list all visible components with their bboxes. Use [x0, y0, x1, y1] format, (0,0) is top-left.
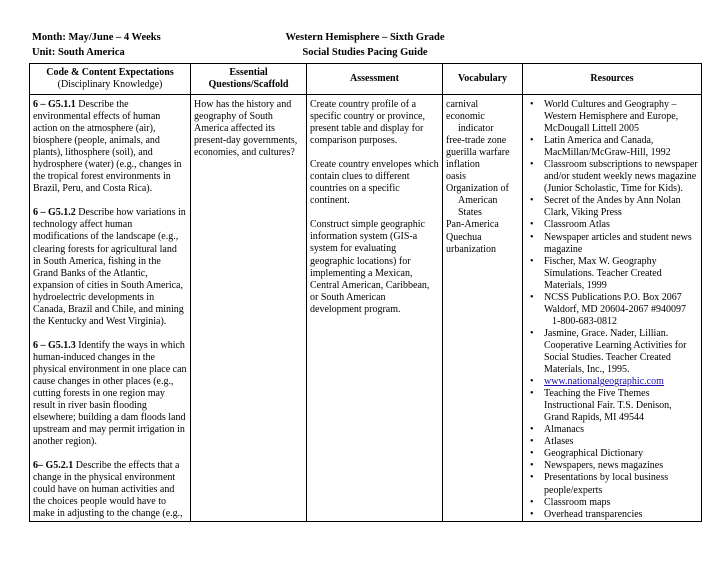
- expectation-item: [33, 460, 187, 520]
- resource-item: • Almanacs: [540, 424, 698, 436]
- title-line-1: Western Hemisphere – Sixth Grade: [285, 32, 445, 43]
- vocab-word: Pan-America: [446, 219, 499, 231]
- expectation-code: 6– G5.2.1: [33, 460, 74, 472]
- expectation-code: 6 – G5.1.2: [33, 207, 76, 219]
- resource-item: • Presentations by local business people/experts: [540, 472, 698, 496]
- essential-question-cell: [191, 95, 307, 522]
- vocab-word: free-trade zone: [446, 135, 507, 147]
- col-header-essential: [191, 64, 307, 95]
- resource-item: • Overhead transparencies: [540, 509, 698, 521]
- code-header-title: Code & Content Expectations: [46, 66, 174, 78]
- resource-item: • Atlases: [540, 436, 698, 448]
- vocab-word-cont: States: [458, 207, 482, 219]
- assessment-item: Construct simple geographic information system (GIS-a system for evaluating geographic locations) for implementing a Mexican, Central American, Caribbean, or South American development program.: [310, 219, 430, 315]
- expectation-item: [33, 207, 187, 327]
- vocab-word: inflation: [446, 159, 480, 171]
- resource-item: • Classroom Atlas: [540, 219, 698, 231]
- vocab-word: guerilla warfare: [446, 147, 510, 159]
- col-header-assessment: Assessment: [307, 64, 443, 95]
- vocabulary-cell: [443, 95, 523, 522]
- unit-label: Unit: South America: [32, 47, 125, 58]
- resource-item: • Newspapers, news magazines: [540, 460, 698, 472]
- resources-list: [526, 99, 698, 521]
- resource-item: [540, 292, 698, 328]
- pacing-guide-table: [29, 63, 702, 522]
- essential-header-line-2: Questions/Scaffold: [208, 79, 289, 90]
- table-header-row: [30, 64, 702, 95]
- assessment-item: Create country envelopes which contain clues to different countries on a specific continent.: [310, 159, 439, 207]
- document-header-left: [32, 30, 161, 60]
- resource-item: • Secret of the Andes by Ann Nolan Clark, Viking Press: [540, 195, 698, 219]
- vocab-word: urbanization: [446, 243, 496, 255]
- vocab-word: Quechua: [446, 231, 482, 243]
- col-header-code: [30, 64, 191, 95]
- resource-item: • Latin America and Canada, MacMillan/McGraw-Hill, 1992: [540, 135, 698, 159]
- resource-item: • Classroom maps: [540, 497, 698, 509]
- expectation-item: [33, 340, 187, 448]
- resource-item: [540, 376, 698, 388]
- document-title: [240, 30, 490, 60]
- col-header-vocabulary: Vocabulary: [443, 64, 523, 95]
- title-line-2: Social Studies Pacing Guide: [302, 47, 428, 58]
- expectation-text: Describe the effects that a change in the physical environment could have on human activities and the choices people would have to make in adjusting to the change (e.g.,: [33, 460, 183, 520]
- code-header-sub: (Disciplinary Knowledge): [57, 79, 163, 90]
- resource-item: • World Cultures and Geography – Western Hemisphere and Europe, McDougall Littell 2005: [540, 99, 698, 135]
- vocab-word-cont: indicator: [458, 123, 494, 135]
- expectation-item: [33, 99, 187, 195]
- table-row: [30, 95, 702, 522]
- vocab-word: economic: [446, 111, 485, 123]
- assessment-item: Create country profile of a specific country or province, present table and display for comparison purposes.: [310, 99, 425, 147]
- resource-item: • Teaching the Five Themes Instructional Fair. T.S. Denison, Grand Rapids, MI 49544: [540, 388, 698, 424]
- expectations-cell: [30, 95, 191, 522]
- expectation-text: Describe how variations in technology affect human modifications of the landscape (e.g., clearing forests for agricultural land in South America, fishing in the Grand Banks of the Atlantic, expansion of cities in South America, hydroelectric developments in Canada, Brazil and Chile, and mining the Kentucky and West Virginia).: [33, 207, 186, 327]
- expectation-code: 6 – G5.1.3: [33, 339, 76, 351]
- resource-item: • Fischer, Max W. Geography Simulations. Teacher Created Materials, 1999: [540, 256, 698, 292]
- vocab-word: oasis: [446, 171, 466, 183]
- resource-phone: 1-800-683-0812: [552, 315, 617, 327]
- resource-address: NCSS Publications P.O. Box 2067 Waldorf, MD 20604-2067 #940097: [544, 291, 686, 315]
- col-header-resources: Resources: [523, 64, 702, 95]
- resource-item: • Classroom subscriptions to newspaper and/or student weekly news magazine (Junior Scholastic, Time for Kids).: [540, 159, 698, 195]
- vocab-word: Organization of: [446, 183, 509, 195]
- resources-cell: [523, 95, 702, 522]
- expectation-text: Identify the ways in which human-induced changes in the physical environment in one place can cause changes in other places (e.g., cutting forests in one region may result in river basin flooding elsewhere; building a dam floods land upstream and may permit irrigation in another region).: [33, 339, 187, 448]
- expectation-code: 6 – G5.1.1: [33, 99, 76, 110]
- resource-link[interactable]: www.nationalgeographic.com: [544, 376, 664, 388]
- resource-item: • Jasmine, Grace. Nader, Lillian. Cooperative Learning Activities for Social Studies. Teacher Created Materials, Inc., 1995.: [540, 328, 698, 376]
- assessment-cell: [307, 95, 443, 522]
- resource-item: • Geographical Dictionary: [540, 448, 698, 460]
- resource-item: • Newspaper articles and student news magazine: [540, 232, 698, 256]
- month-label: Month: May/June – 4 Weeks: [32, 32, 161, 43]
- vocab-word: carnival: [446, 99, 479, 110]
- essential-header-line-1: Essential: [229, 66, 268, 78]
- expectation-text: Describe the environmental effects of human action on the atmosphere (air), biosphere (people, animals, and plants), lithosphere (soil), and hydrosphere (water) (e.g., changes in the tropical forest environments in Brazil, Peru, and Costa Rica).: [33, 99, 182, 195]
- essential-question-text: How has the history and geography of South America affected its present-day governments, economies, and cultures?: [194, 99, 298, 159]
- vocab-word-cont: American: [458, 195, 498, 207]
